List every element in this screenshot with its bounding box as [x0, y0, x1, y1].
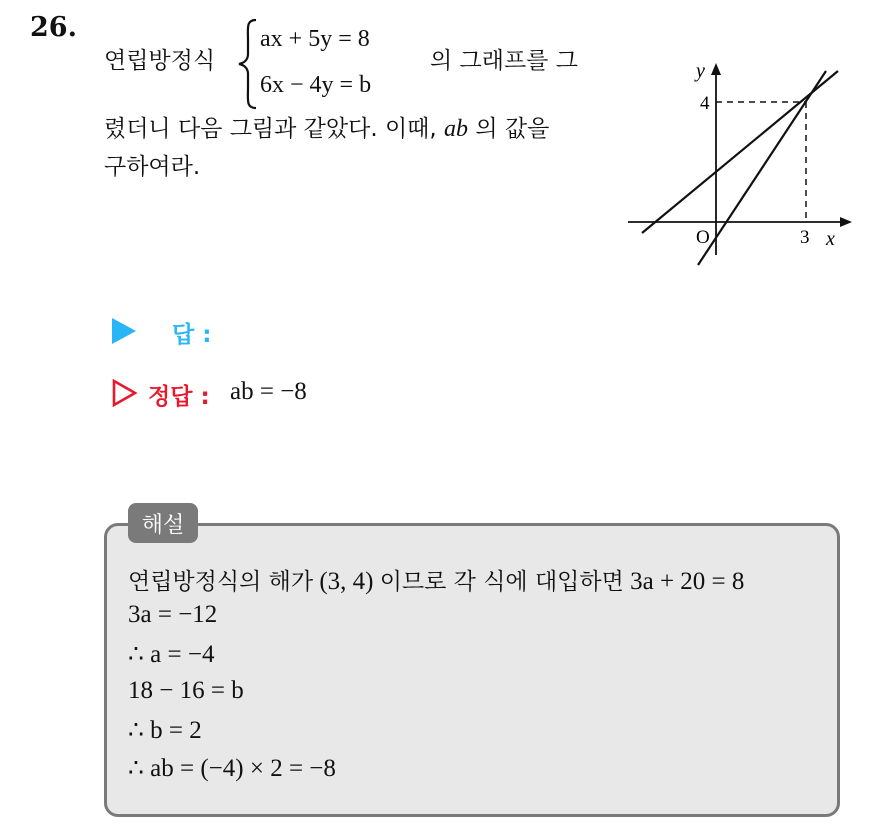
question-ab: ab — [444, 116, 469, 142]
explanation-line-4: 18 − 16 = b — [128, 677, 244, 704]
question-line-2-text: 렸더니 다음 그림과 같았다. 이때, — [104, 116, 437, 142]
explanation-line-2: 3a = −12 — [128, 601, 218, 628]
explanation-line-1-text: 연립방정식의 해가 — [128, 569, 314, 595]
explanation-line-1-math: 3a + 20 = 8 — [630, 568, 745, 595]
system-brace — [236, 18, 260, 110]
explanation-line-3: ∴ a = −4 — [128, 641, 215, 668]
question-line-2 — [104, 110, 549, 143]
explanation-line-1-mid: 이므로 각 식에 대입하면 — [379, 569, 624, 595]
line-1 — [642, 71, 838, 233]
explanation-line-6: ∴ ab = (−4) × 2 = −8 — [128, 755, 336, 782]
question-after-system: 의 그래프를 그 — [430, 48, 578, 74]
graph-figure — [620, 55, 860, 275]
x-axis-label: x — [826, 228, 835, 250]
explanation-tag: 해설 — [128, 503, 198, 543]
equation-2: 6x − 4y = b — [260, 72, 372, 98]
equation-1: ax + 5y = 8 — [260, 26, 370, 52]
question-line-2-end: 의 값을 — [475, 116, 550, 142]
y-axis-arrow-icon — [711, 63, 721, 75]
y-axis-label: y — [696, 60, 705, 82]
answer-arrow-icon — [112, 318, 136, 344]
correct-arrow-icon — [112, 379, 138, 407]
answer-label: 답 : — [172, 322, 212, 348]
explanation-line-5: ∴ b = 2 — [128, 717, 202, 744]
x-axis-arrow-icon — [840, 217, 852, 227]
question-line-3: 구하여라. — [104, 154, 201, 180]
correct-label: 정답 : — [148, 384, 210, 410]
origin-label: O — [696, 227, 710, 248]
question-number: 26. — [30, 12, 77, 43]
x-tick-label: 3 — [800, 227, 810, 248]
explanation-line-1 — [128, 563, 744, 596]
explanation-point: (3, 4) — [319, 568, 374, 595]
correct-value: ab = −8 — [230, 378, 307, 405]
question-prefix: 연립방정식 — [104, 48, 216, 74]
y-tick-label: 4 — [700, 93, 710, 114]
